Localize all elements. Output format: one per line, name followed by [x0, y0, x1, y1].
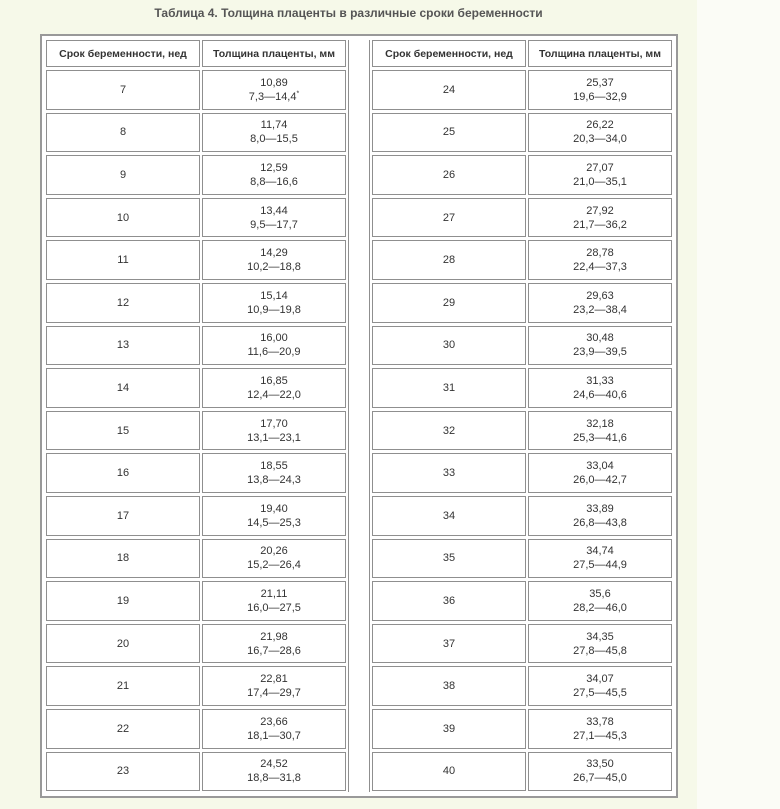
table-row-thickness [528, 709, 672, 749]
thickness-range-line [573, 132, 627, 146]
thickness-range: 10,2—18,8 [247, 261, 301, 274]
week-value: 24 [442, 83, 456, 96]
thickness-mean: 10,89 [260, 76, 288, 89]
table-row-week [46, 539, 200, 579]
thickness-range: 12,4—22,0 [247, 388, 301, 401]
header-week-2 [372, 40, 526, 67]
thickness-range: 8,8—16,6 [250, 175, 298, 188]
table-row-week [372, 496, 526, 536]
thickness-range-line [247, 729, 301, 743]
thickness-mean-line [260, 672, 288, 686]
table-row-thickness [202, 496, 346, 536]
table-row-thickness [528, 368, 672, 408]
thickness-range-line [573, 558, 627, 572]
thickness-range: 21,0—35,1 [573, 175, 627, 188]
table-row-thickness [202, 283, 346, 323]
week-value: 7 [119, 83, 127, 96]
thickness-range-line [573, 303, 627, 317]
thickness-mean: 33,04 [586, 460, 614, 473]
week-value: 37 [442, 637, 456, 650]
thickness-range-line [573, 90, 627, 104]
table-row-thickness [202, 326, 346, 366]
table-row-thickness [528, 283, 672, 323]
thickness-range-line [247, 260, 301, 274]
table-row-thickness [528, 70, 672, 110]
thickness-mean: 19,40 [260, 502, 288, 515]
table-row-week [372, 155, 526, 195]
thickness-mean: 34,07 [586, 673, 614, 686]
table-row-thickness [528, 539, 672, 579]
table-row-thickness [528, 581, 672, 621]
thickness-mean-line [260, 289, 288, 303]
thickness-range-line [573, 260, 627, 274]
thickness-range: 27,5—45,5 [573, 687, 627, 700]
table-row-thickness [528, 113, 672, 153]
thickness-mean: 31,33 [586, 374, 614, 387]
thickness-mean: 29,63 [586, 289, 614, 302]
thickness-range: 22,4—37,3 [573, 261, 627, 274]
week-value: 31 [442, 381, 456, 394]
thickness-range: 16,0—27,5 [247, 601, 301, 614]
table-title: Таблица 4. Толщина плаценты в различные сроки беременности [154, 6, 543, 20]
thickness-mean-line [260, 544, 288, 558]
thickness-mean-line [586, 672, 614, 686]
thickness-range-line [247, 431, 301, 445]
week-value: 19 [116, 594, 130, 607]
table-row-thickness [202, 155, 346, 195]
table-row-week [46, 453, 200, 493]
table-row-thickness [202, 70, 346, 110]
table-row-week [46, 666, 200, 706]
thickness-range: 27,5—44,9 [573, 559, 627, 572]
table-row-thickness [202, 709, 346, 749]
thickness-range: 17,4—29,7 [247, 687, 301, 700]
table-row-thickness [202, 368, 346, 408]
week-value: 34 [442, 509, 456, 522]
thickness-mean-line [586, 161, 614, 175]
thickness-range-line [247, 516, 301, 530]
thickness-mean: 13,44 [260, 204, 288, 217]
table-row-week [372, 198, 526, 238]
thickness-range-line [247, 388, 301, 402]
week-value: 15 [116, 424, 130, 437]
thickness-mean-line [586, 289, 614, 303]
table-row-thickness [202, 113, 346, 153]
week-value: 21 [116, 680, 130, 693]
thickness-range: 13,1—23,1 [247, 431, 301, 444]
thickness-mean: 22,81 [260, 673, 288, 686]
table-row-thickness [202, 581, 346, 621]
thickness-mean: 14,29 [260, 247, 288, 260]
thickness-mean: 24,52 [260, 758, 288, 771]
thickness-range: 24,6—40,6 [573, 388, 627, 401]
week-value: 10 [116, 211, 130, 224]
thickness-range-line [247, 771, 301, 785]
table-row-week [372, 666, 526, 706]
thickness-mean: 34,35 [586, 630, 614, 643]
week-value: 32 [442, 424, 456, 437]
header-week-label: Срок беременности, нед [385, 47, 513, 60]
week-value: 28 [442, 254, 456, 267]
table-row-thickness [528, 752, 672, 792]
thickness-mean: 16,00 [260, 332, 288, 345]
thickness-mean-line [586, 374, 614, 388]
table-row-week [372, 624, 526, 664]
week-value: 29 [442, 296, 456, 309]
thickness-range-line [573, 431, 627, 445]
table-row-thickness [202, 539, 346, 579]
table-row-thickness [528, 198, 672, 238]
week-value: 17 [116, 509, 130, 522]
thickness-mean: 15,14 [260, 289, 288, 302]
thickness-mean: 33,50 [586, 758, 614, 771]
thickness-mean-line [260, 161, 288, 175]
table-row-thickness [202, 240, 346, 280]
thickness-range: 9,5—17,7 [250, 218, 298, 231]
week-value: 40 [442, 765, 456, 778]
thickness-mean-line [260, 331, 288, 345]
thickness-range-line [247, 601, 301, 615]
table-row-week [46, 155, 200, 195]
thickness-mean: 35,6 [589, 587, 611, 600]
thickness-mean: 30,48 [586, 332, 614, 345]
thickness-range: 14,5—25,3 [247, 516, 301, 529]
thickness-range-line [573, 686, 627, 700]
thickness-range: 13,8—24,3 [247, 474, 301, 487]
thickness-range-line [573, 516, 627, 530]
thickness-mean: 34,74 [586, 545, 614, 558]
header-thickness-label: Толщина плаценты, мм [539, 47, 661, 60]
week-value: 8 [119, 126, 127, 139]
thickness-mean: 33,78 [586, 715, 614, 728]
thickness-range-line [573, 729, 627, 743]
table-row-week [372, 709, 526, 749]
thickness-mean: 12,59 [260, 161, 288, 174]
thickness-range: 15,2—26,4 [247, 559, 301, 572]
thickness-range: 19,6—32,9 [573, 90, 627, 103]
thickness-range: 18,8—31,8 [247, 772, 301, 785]
thickness-range-line [250, 218, 298, 232]
placenta-thickness-table [40, 34, 678, 798]
thickness-mean-line [261, 587, 288, 601]
thickness-range: 26,8—43,8 [573, 516, 627, 529]
week-value: 27 [442, 211, 456, 224]
table-row-week [46, 113, 200, 153]
thickness-range: 28,2—46,0 [573, 601, 627, 614]
thickness-mean-line [260, 715, 288, 729]
table-row-thickness [202, 411, 346, 451]
table-row-thickness [528, 326, 672, 366]
thickness-mean-line [586, 459, 614, 473]
week-value: 36 [442, 594, 456, 607]
thickness-mean-line [586, 544, 614, 558]
thickness-range: 10,9—19,8 [247, 303, 301, 316]
table-row-week [46, 240, 200, 280]
week-value: 22 [116, 722, 130, 735]
thickness-mean-line [260, 459, 288, 473]
thickness-range: 18,1—30,7 [247, 729, 301, 742]
thickness-mean-line [586, 715, 614, 729]
table-row-thickness [202, 666, 346, 706]
table-row-week [46, 283, 200, 323]
thickness-range: 26,7—45,0 [573, 772, 627, 785]
table-row-thickness [528, 240, 672, 280]
thickness-range-line [573, 644, 627, 658]
thickness-mean: 16,85 [260, 374, 288, 387]
table-row-thickness [202, 624, 346, 664]
footnote-mark: * [296, 90, 300, 98]
thickness-mean-line [586, 502, 614, 516]
thickness-range: 16,7—28,6 [247, 644, 301, 657]
week-value: 35 [442, 552, 456, 565]
thickness-mean-line [586, 204, 614, 218]
thickness-mean-line [586, 630, 614, 644]
table-row-week [46, 198, 200, 238]
table-row-week [372, 326, 526, 366]
thickness-range-line [247, 686, 301, 700]
week-value: 11 [117, 254, 129, 267]
header-thickness-label: Толщина плаценты, мм [213, 47, 335, 60]
thickness-range-line [573, 771, 627, 785]
table-row-week [46, 624, 200, 664]
thickness-range: 26,0—42,7 [573, 474, 627, 487]
thickness-range: 27,1—45,3 [573, 729, 627, 742]
table-row-week [372, 283, 526, 323]
thickness-mean-line [586, 417, 614, 431]
table-row-week [372, 752, 526, 792]
thickness-mean: 21,11 [260, 587, 288, 600]
thickness-range: 25,3—41,6 [573, 431, 627, 444]
thickness-range-line [573, 218, 627, 232]
table-row-thickness [202, 453, 346, 493]
thickness-range-line [250, 132, 298, 146]
thickness-mean-line [260, 757, 288, 771]
table-row-week [46, 752, 200, 792]
thickness-mean-line [586, 118, 614, 132]
thickness-mean-line [261, 118, 288, 132]
table-row-week [46, 326, 200, 366]
thickness-range: 23,2—38,4 [573, 303, 627, 316]
thickness-range-line [573, 473, 627, 487]
table-row-week [46, 411, 200, 451]
thickness-mean: 11,74 [260, 119, 288, 132]
thickness-mean: 23,66 [260, 715, 288, 728]
thickness-mean-line [589, 587, 610, 601]
table-row-week [372, 113, 526, 153]
week-value: 20 [116, 637, 130, 650]
week-value: 9 [119, 168, 127, 181]
table-row-week [372, 70, 526, 110]
table-row-week [372, 240, 526, 280]
thickness-range-line [573, 388, 627, 402]
table-row-thickness [528, 496, 672, 536]
thickness-range: 23,9—39,5 [573, 346, 627, 359]
thickness-range: 7,3—14,4 [248, 90, 297, 103]
week-value: 13 [116, 339, 130, 352]
week-value: 18 [116, 552, 130, 565]
thickness-range-line [247, 345, 300, 359]
thickness-range-line [249, 90, 299, 104]
thickness-range: 11,6—20,9 [247, 346, 301, 359]
thickness-mean-line [586, 76, 614, 90]
table-column-gap [348, 40, 370, 792]
thickness-mean: 27,07 [586, 161, 614, 174]
thickness-range: 21,7—36,2 [573, 218, 627, 231]
week-value: 25 [442, 126, 456, 139]
thickness-mean: 25,37 [586, 76, 614, 89]
table-row-week [372, 581, 526, 621]
thickness-mean: 33,89 [586, 502, 614, 515]
thickness-range-line [247, 473, 301, 487]
thickness-mean: 28,78 [586, 247, 614, 260]
week-value: 26 [442, 168, 456, 181]
thickness-range-line [247, 303, 301, 317]
table-row-week [46, 496, 200, 536]
thickness-mean-line [260, 630, 288, 644]
thickness-mean-line [260, 417, 288, 431]
thickness-range-line [250, 175, 298, 189]
table-row-thickness [202, 198, 346, 238]
week-value: 33 [442, 467, 456, 480]
week-value: 12 [116, 296, 130, 309]
thickness-mean-line [260, 246, 288, 260]
thickness-mean-line [586, 331, 614, 345]
thickness-mean: 20,26 [260, 545, 288, 558]
week-value: 16 [116, 467, 130, 480]
thickness-mean-line [260, 374, 288, 388]
thickness-mean: 27,92 [586, 204, 614, 217]
week-value: 30 [442, 339, 456, 352]
table-row-week [372, 368, 526, 408]
thickness-mean-line [260, 76, 288, 90]
table-row-week [372, 411, 526, 451]
thickness-range-line [573, 345, 627, 359]
thickness-mean: 32,18 [586, 417, 614, 430]
thickness-mean-line [260, 204, 288, 218]
thickness-range: 27,8—45,8 [573, 644, 627, 657]
week-value: 14 [116, 381, 130, 394]
header-thickness-1 [202, 40, 346, 67]
table-row-week [46, 581, 200, 621]
thickness-mean: 21,98 [260, 630, 288, 643]
table-row-week [46, 70, 200, 110]
table-row-thickness [528, 411, 672, 451]
week-value: 39 [442, 722, 456, 735]
table-row-thickness [528, 666, 672, 706]
header-week-1 [46, 40, 200, 67]
week-value: 38 [442, 680, 456, 693]
table-row-thickness [528, 155, 672, 195]
thickness-range: 20,3—34,0 [573, 133, 627, 146]
thickness-range: 8,0—15,5 [250, 133, 298, 146]
thickness-range-line [573, 601, 627, 615]
thickness-mean: 18,55 [260, 460, 288, 473]
table-row-thickness [202, 752, 346, 792]
week-value: 23 [116, 765, 130, 778]
table-row-week [46, 368, 200, 408]
thickness-mean: 17,70 [260, 417, 288, 430]
header-week-label: Срок беременности, нед [59, 47, 187, 60]
table-row-week [372, 453, 526, 493]
thickness-mean: 26,22 [586, 119, 614, 132]
table-row-thickness [528, 624, 672, 664]
thickness-mean-line [260, 502, 288, 516]
thickness-mean-line [586, 757, 614, 771]
thickness-range-line [247, 644, 301, 658]
thickness-range-line [573, 175, 627, 189]
thickness-mean-line [586, 246, 614, 260]
header-thickness-2 [528, 40, 672, 67]
table-row-week [372, 539, 526, 579]
table-row-week [46, 709, 200, 749]
thickness-range-line [247, 558, 301, 572]
table-row-thickness [528, 453, 672, 493]
